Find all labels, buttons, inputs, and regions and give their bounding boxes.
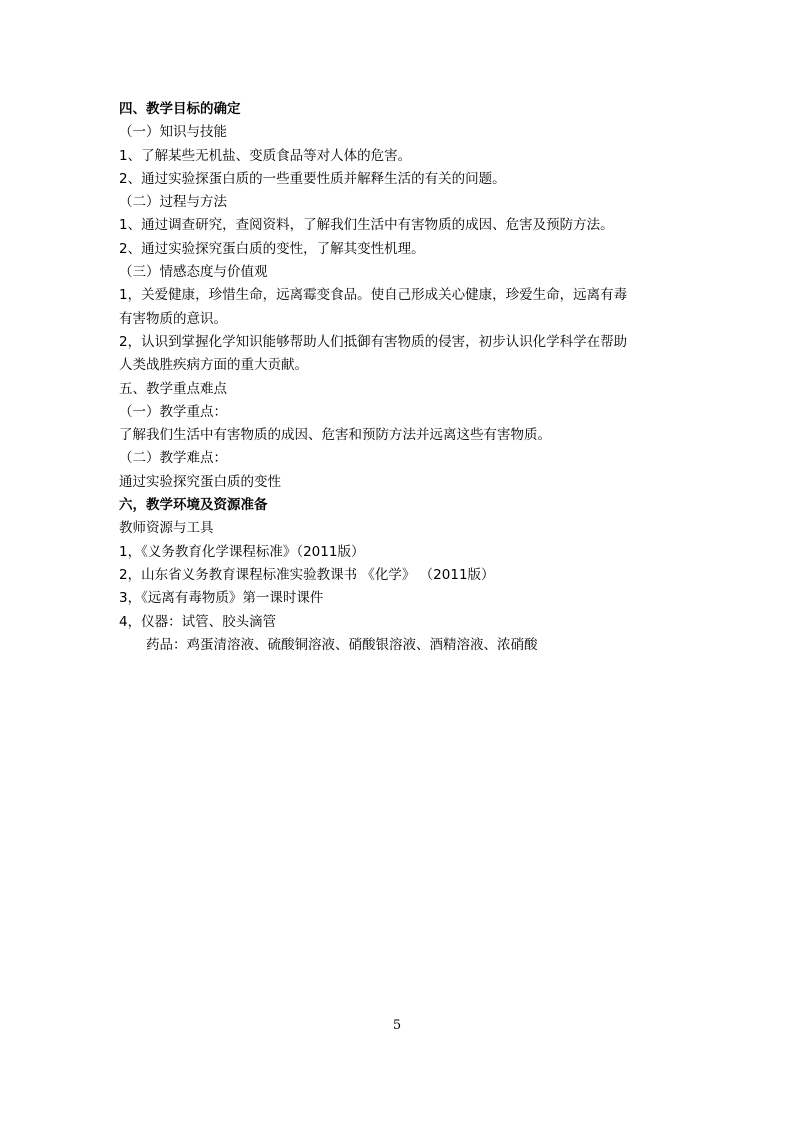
text-line: 1、了解某些无机盐、变质食品等对人体的危害。: [119, 147, 412, 164]
text-line: 1，关爱健康，珍惜生命，远离霉变食品。使自己形成关心健康，珍爱生命，远离有毒: [119, 287, 628, 304]
text-line: 药品：鸡蛋清溶液、硫酸铜溶液、硝酸银溶液、酒精溶液、浓硝酸: [146, 636, 538, 653]
text-line: （一）知识与技能: [119, 124, 227, 141]
text-line: 教师资源与工具: [119, 520, 214, 537]
text-line: 3，《远离有毒物质》第一课时课件: [119, 590, 324, 607]
text-line: 1，《义务教育化学课程标准》（2011版）: [119, 543, 365, 560]
text-line: 2，认识到掌握化学知识能够帮助人们抵御有害物质的侵害，初步认识化学科学在帮助: [119, 333, 628, 350]
page-number: 5: [392, 1018, 402, 1033]
text-line: 了解我们生活中有害物质的成因、危害和预防方法并远离这些有害物质。: [119, 427, 551, 444]
text-line: 1、通过调查研究，查阅资料，了解我们生活中有害物质的成因、危害及预防方法。: [119, 217, 614, 234]
text-line: 4，仪器：试管、胶头滴管: [119, 613, 277, 630]
section-heading: 六，教学环境及资源准备: [119, 497, 268, 514]
text-line: 人类战胜疾病方面的重大贡献。: [119, 357, 308, 374]
text-line: （二）教学难点：: [119, 450, 227, 467]
text-line: 五、教学重点难点: [119, 380, 227, 397]
text-line: 2、通过实验探究蛋白质的变性，了解其变性机理。: [119, 240, 425, 257]
text-line: （一）教学重点：: [119, 403, 227, 420]
text-line: 通过实验探究蛋白质的变性: [119, 473, 281, 490]
text-line: （三）情感态度与价值观: [119, 264, 268, 281]
text-line: 有害物质的意识。: [119, 310, 227, 327]
document-body: [119, 98, 679, 657]
text-line: （二）过程与方法: [119, 194, 227, 211]
text-line: 2，山东省义务教育课程标准实验教课书 《化学》 （2011版）: [119, 566, 495, 583]
text-line: 2、通过实验探蛋白质的一些重要性质并解释生活的有关的问题。: [119, 170, 506, 187]
section-heading: 四、教学目标的确定: [119, 101, 241, 117]
